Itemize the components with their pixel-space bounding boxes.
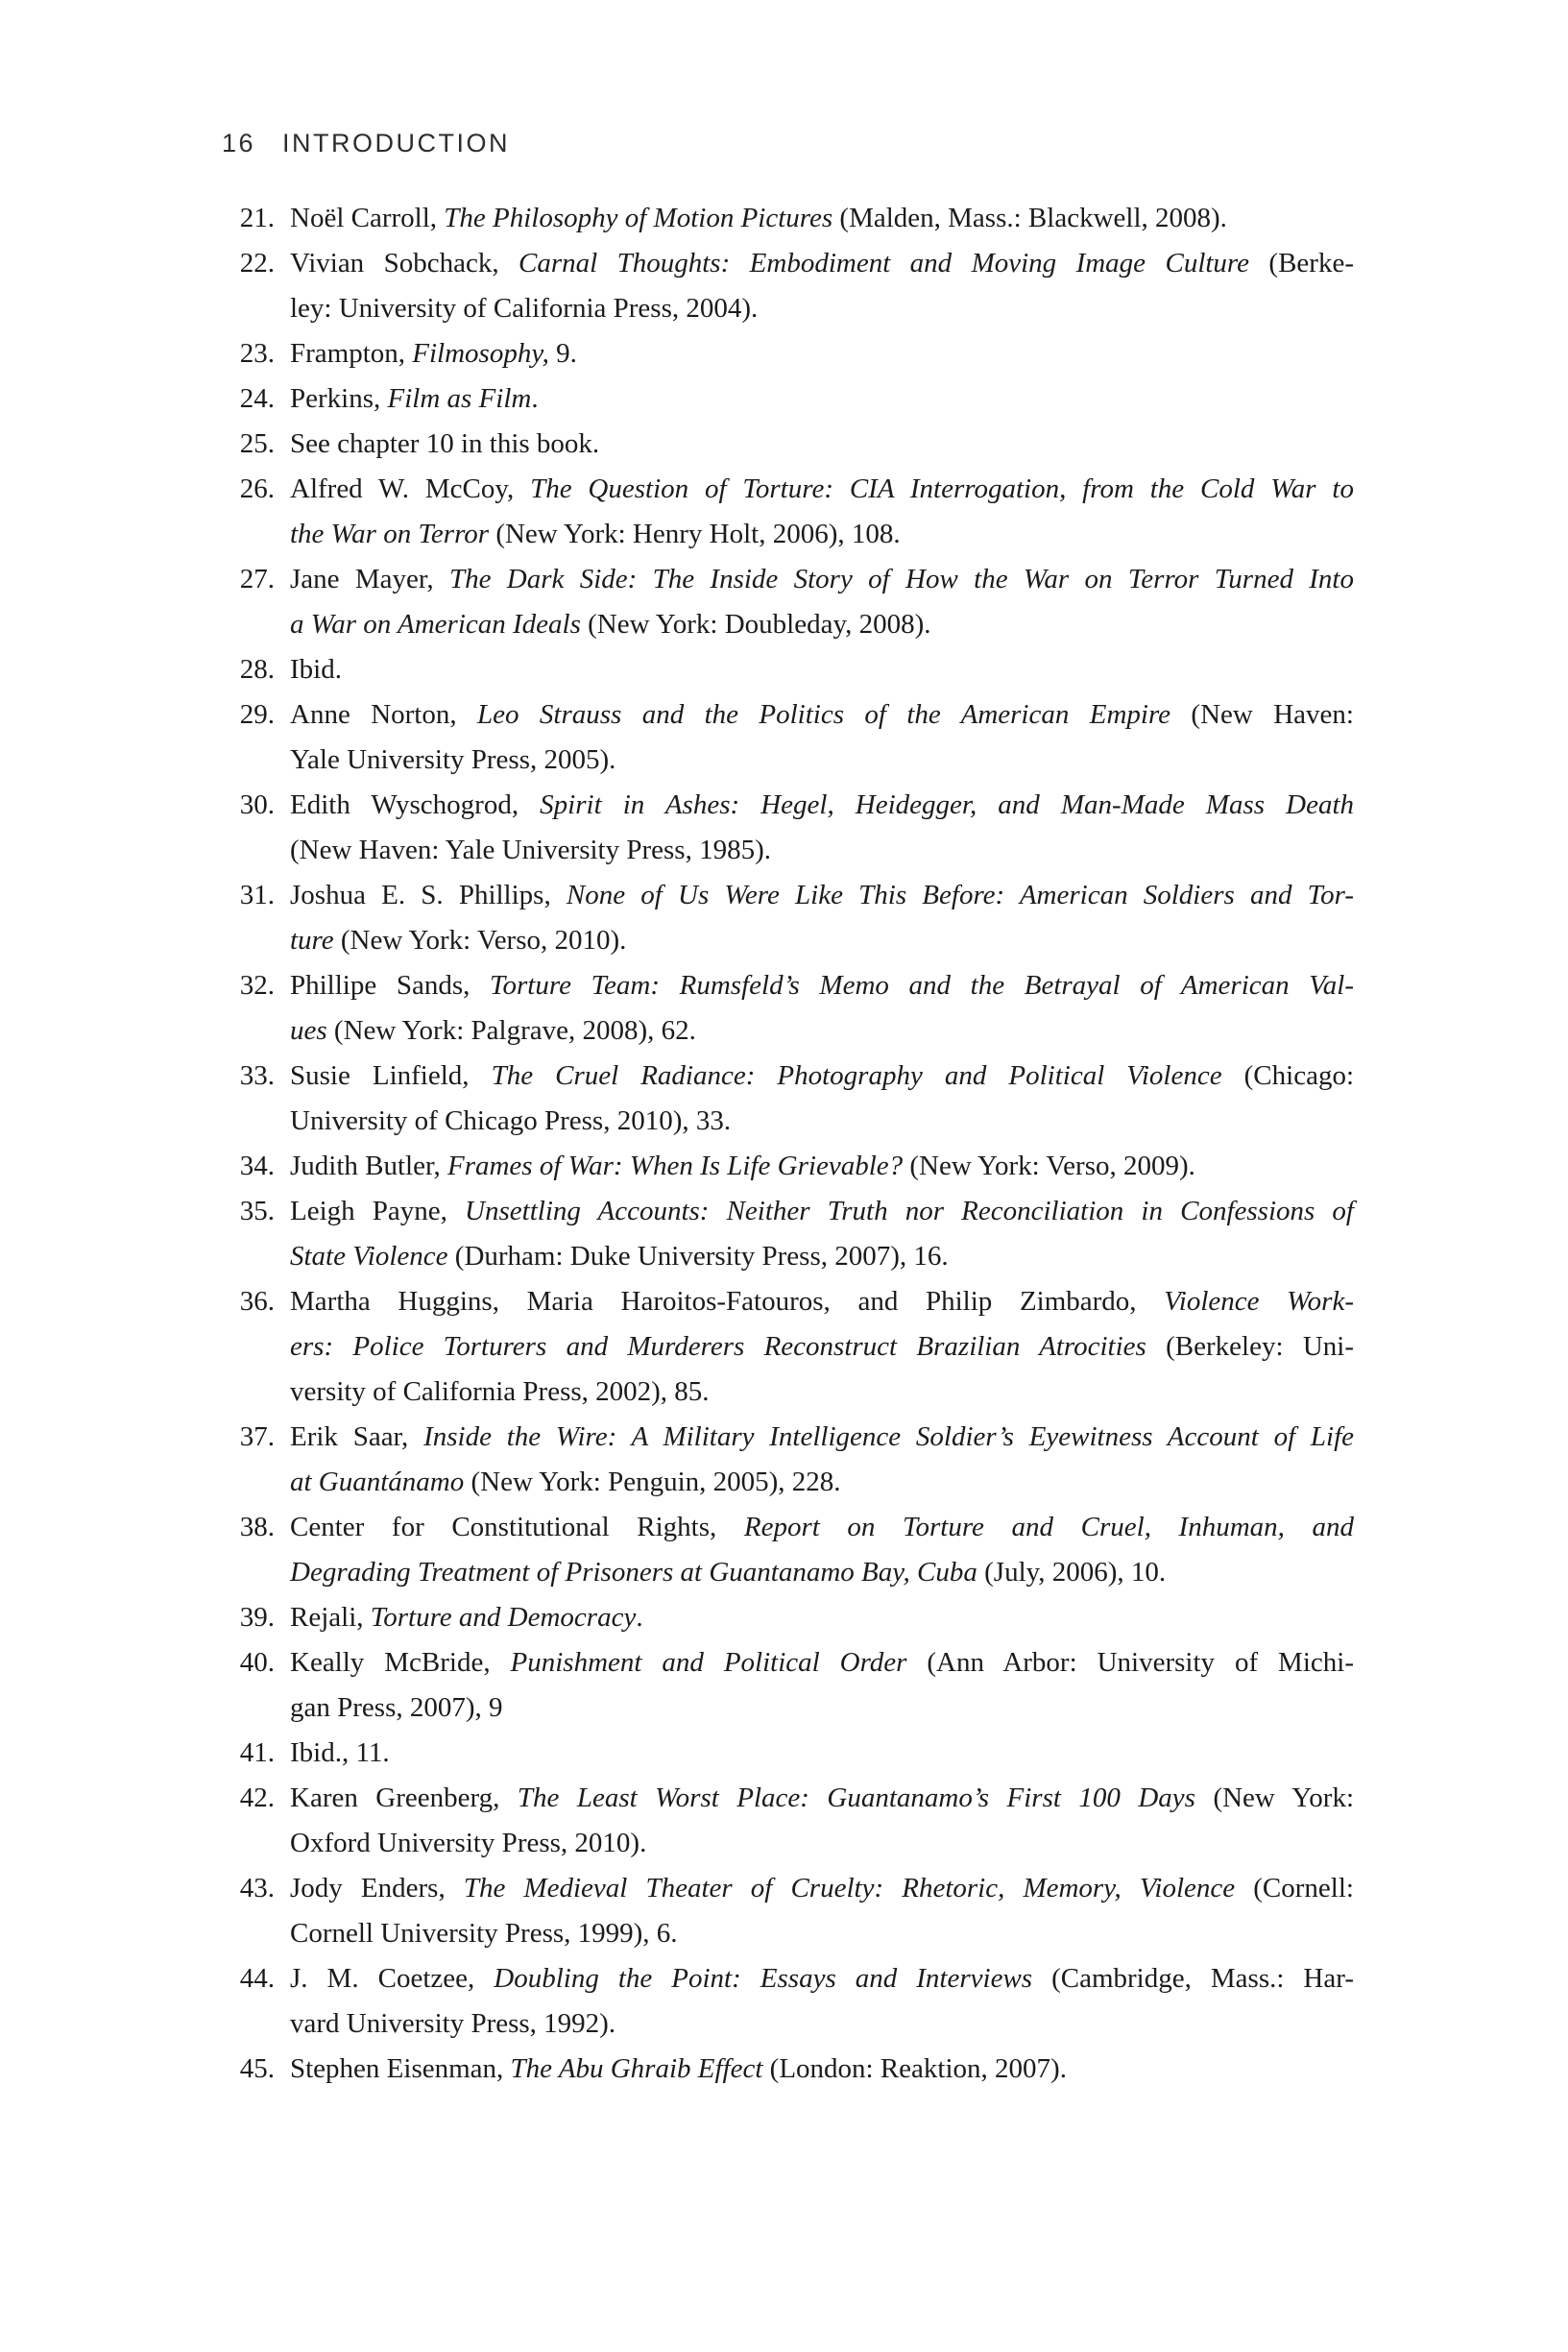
notes-list <box>230 196 1354 2092</box>
note-line: Edith Wyschogrod, Spirit in Ashes: Hegel, Heidegger, and Man-Made Mass Death <box>290 789 1354 820</box>
note-line: See chapter 10 in this book. <box>290 428 600 459</box>
note-line: vard University Press, 1992). <box>290 2008 616 2039</box>
note-number: 27. <box>239 564 275 594</box>
note-line: Leigh Payne, Unsettling Accounts: Neither Truth nor Reconciliation in Confessions of <box>290 1196 1354 1226</box>
note-item <box>230 1189 1354 1279</box>
running-header <box>222 129 510 158</box>
note-item <box>230 1505 1354 1595</box>
note-item <box>230 1776 1354 1866</box>
note-number: 32. <box>239 970 275 1001</box>
note-line: Martha Huggins, Maria Haroitos-Fatouros, and Philip Zimbardo, Violence Work- <box>290 1286 1354 1317</box>
note-item <box>230 1415 1354 1505</box>
note-line: Center for Constitutional Rights, Report on Torture and Cruel, Inhuman, and <box>290 1512 1355 1542</box>
note-number: 45. <box>239 2053 275 2084</box>
note-line: Keally McBride, Punishment and Political Order (Ann Arbor: University of Michi- <box>290 1647 1354 1678</box>
running-head-title: INTRODUCTION <box>282 129 511 158</box>
note-line: versity of California Press, 2002), 85. <box>290 1376 710 1407</box>
note-line: Perkins, Film as Film. <box>290 383 539 414</box>
note-item <box>230 422 1354 467</box>
note-item <box>230 376 1354 422</box>
note-number: 40. <box>239 1647 275 1678</box>
note-line: a War on American Ideals (New York: Doubleday, 2008). <box>290 609 931 640</box>
note-line: Susie Linfield, The Cruel Radiance: Photography and Political Violence (Chicago: <box>290 1060 1354 1091</box>
note-line: ture (New York: Verso, 2010). <box>290 925 627 956</box>
note-item <box>230 1144 1354 1189</box>
note-line: Erik Saar, Inside the Wire: A Military Intelligence Soldier’s Eyewitness Account of Life <box>290 1421 1355 1452</box>
note-number: 33. <box>239 1060 275 1091</box>
note-line: Jane Mayer, The Dark Side: The Inside Story of How the War on Terror Turned Into <box>290 564 1354 594</box>
note-number: 43. <box>239 1873 275 1903</box>
note-number: 26. <box>239 473 275 504</box>
note-line: Jody Enders, The Medieval Theater of Cruelty: Rhetoric, Memory, Violence (Cornell: <box>290 1873 1354 1903</box>
note-item <box>230 1054 1354 1144</box>
note-line: the War on Terror (New York: Henry Holt, 2006), 108. <box>290 519 901 549</box>
note-line: Karen Greenberg, The Least Worst Place: Guantanamo’s First 100 Days (New York: <box>290 1782 1354 1813</box>
note-line: (New Haven: Yale University Press, 1985). <box>290 835 771 865</box>
note-number: 25. <box>239 428 275 459</box>
note-number: 34. <box>239 1151 275 1181</box>
note-number: 22. <box>239 248 275 279</box>
note-number: 23. <box>239 338 275 369</box>
note-number: 30. <box>239 789 275 820</box>
note-line: Oxford University Press, 2010). <box>290 1828 647 1858</box>
note-item <box>230 873 1354 963</box>
note-line: Alfred W. McCoy, The Question of Torture: CIA Interrogation, from the Cold War to <box>290 473 1354 504</box>
note-item <box>230 1279 1354 1415</box>
note-line: at Guantánamo (New York: Penguin, 2005), 228. <box>290 1467 841 1497</box>
note-item <box>230 1866 1354 1956</box>
note-line: University of Chicago Press, 2010), 33. <box>290 1105 732 1136</box>
note-item <box>230 196 1354 241</box>
note-line: State Violence (Durham: Duke University Press, 2007), 16. <box>290 1241 949 1272</box>
note-line: Joshua E. S. Phillips, None of Us Were Like This Before: American Soldiers and Tor- <box>290 880 1354 910</box>
note-item <box>230 241 1354 331</box>
note-number: 35. <box>239 1196 275 1226</box>
note-line: Cornell University Press, 1999), 6. <box>290 1918 678 1949</box>
note-line: gan Press, 2007), 9 <box>290 1692 503 1723</box>
note-item <box>230 963 1354 1054</box>
note-number: 21. <box>239 203 275 233</box>
page-number: 16 <box>222 129 256 158</box>
note-number: 39. <box>239 1602 275 1633</box>
note-number: 38. <box>239 1512 275 1542</box>
note-item <box>230 692 1354 783</box>
note-item <box>230 1640 1354 1731</box>
note-number: 37. <box>239 1421 275 1452</box>
note-line: ley: University of California Press, 2004). <box>290 293 759 324</box>
note-line: Ibid. <box>290 654 342 685</box>
note-item <box>230 647 1354 692</box>
note-line: Frampton, Filmosophy, 9. <box>290 338 577 369</box>
note-item <box>230 783 1354 873</box>
note-line: Yale University Press, 2005). <box>290 744 616 775</box>
note-number: 31. <box>239 880 275 910</box>
note-item <box>230 1731 1354 1776</box>
note-line: Ibid., 11. <box>290 1737 390 1768</box>
note-number: 41. <box>239 1737 275 1768</box>
note-line: Stephen Eisenman, The Abu Ghraib Effect (London: Reaktion, 2007). <box>290 2053 1067 2084</box>
note-item <box>230 557 1354 647</box>
note-line: Rejali, Torture and Democracy. <box>290 1602 643 1633</box>
note-line: Phillipe Sands, Torture Team: Rumsfeld’s Memo and the Betrayal of American Val- <box>290 970 1354 1001</box>
note-number: 42. <box>239 1782 275 1813</box>
note-item <box>230 331 1354 376</box>
note-number: 44. <box>239 1963 275 1994</box>
note-line: Noël Carroll, The Philosophy of Motion Pictures (Malden, Mass.: Blackwell, 2008). <box>290 203 1227 233</box>
note-line: ers: Police Torturers and Murderers Reconstruct Brazilian Atrocities (Berkeley: Uni- <box>290 1331 1354 1362</box>
note-item <box>230 1956 1354 2047</box>
note-number: 28. <box>239 654 275 685</box>
note-line: J. M. Coetzee, Doubling the Point: Essays and Interviews (Cambridge, Mass.: Har- <box>290 1963 1354 1994</box>
note-item <box>230 1595 1354 1640</box>
note-line: Degrading Treatment of Prisoners at Guantanamo Bay, Cuba (July, 2006), 10. <box>290 1557 1167 1588</box>
note-number: 24. <box>239 383 275 414</box>
note-item <box>230 467 1354 557</box>
note-line: Vivian Sobchack, Carnal Thoughts: Embodiment and Moving Image Culture (Berke- <box>290 248 1354 279</box>
note-number: 36. <box>239 1286 275 1317</box>
note-line: Judith Butler, Frames of War: When Is Life Grievable? (New York: Verso, 2009). <box>290 1151 1195 1181</box>
note-line: ues (New York: Palgrave, 2008), 62. <box>290 1015 696 1046</box>
note-line: Anne Norton, Leo Strauss and the Politics of the American Empire (New Haven: <box>290 699 1354 730</box>
note-number: 29. <box>239 699 275 730</box>
note-item <box>230 2047 1354 2092</box>
